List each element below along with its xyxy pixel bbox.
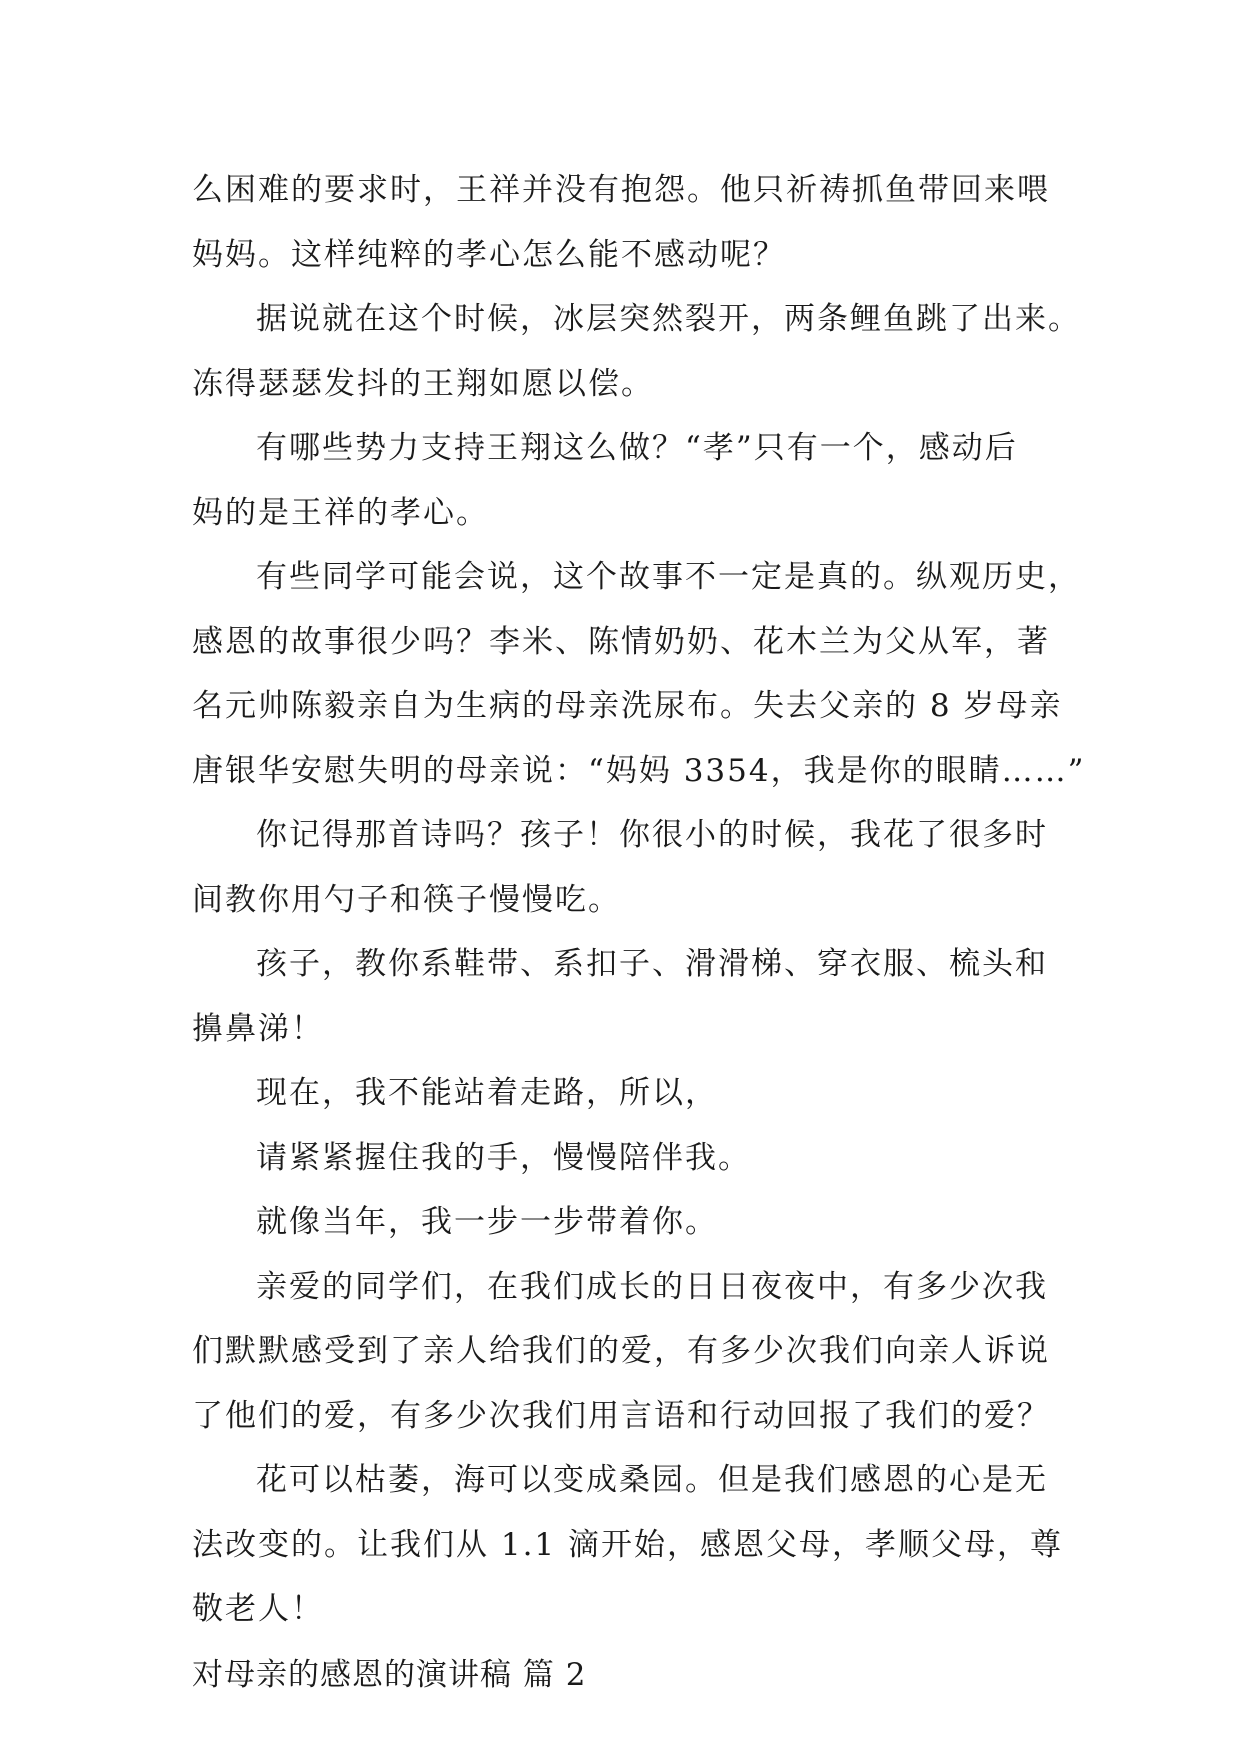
text-line: 冻得瑟瑟发抖的王翔如愿以偿。 [192,365,654,402]
text-line: 感恩的故事很少吗？李米、陈情奶奶、花木兰为父从军，著 [192,623,1050,660]
text-line: 唐银华安慰失明的母亲说：“妈妈 3354，我是你的眼睛……” [192,752,1086,789]
text-line: 间教你用勺子和筷子慢慢吃。 [192,881,621,918]
text-line: 么困难的要求时，王祥并没有抱怨。他只祈祷抓鱼带回来喂 [192,172,1050,208]
text-line: 们默默感受到了亲人给我们的爱，有多少次我们向亲人诉说 [192,1333,1050,1369]
paragraph-start-line: 就像当年，我一步一步带着你。 [256,1204,718,1240]
document-page [192,158,1086,1708]
paragraph-start-line: 花可以枯萎，海可以变成桑园。但是我们感恩的心是无 [256,1462,1048,1498]
section-heading: 对母亲的感恩的演讲稿 篇 2 [192,1656,587,1693]
text-line: 妈的是王祥的孝心。 [192,494,489,531]
text-line: 妈妈。这样纯粹的孝心怎么能不感动呢？ [192,236,786,273]
text-line: 法改变的。让我们从 1.1 滴开始，感恩父母，孝顺父母，尊 [192,1526,1064,1563]
paragraph-start-line: 有哪些势力支持王翔这么做？“孝”只有一个，感动后 [256,430,1018,466]
paragraph-start-line: 亲爱的同学们，在我们成长的日日夜夜中，有多少次我 [256,1268,1048,1305]
text-line: 敬老人！ [192,1591,324,1627]
paragraph-start-line: 现在，我不能站着走路，所以， [256,1075,718,1111]
paragraph-start-line: 据说就在这个时候，冰层突然裂开，两条鲤鱼跳了出来。 [256,301,1081,337]
paragraph-start-line: 有些同学可能会说，这个故事不一定是真的。纵观历史， [256,559,1081,595]
paragraph-start-line: 孩子，教你系鞋带、系扣子、滑滑梯、穿衣服、梳头和 [256,946,1048,982]
text-line: 了他们的爱，有多少次我们用言语和行动回报了我们的爱？ [192,1397,1050,1434]
paragraph-start-line: 你记得那首诗吗？孩子！你很小的时候，我花了很多时 [256,817,1048,853]
text-line: 擤鼻涕！ [192,1010,324,1047]
paragraph-start-line: 请紧紧握住我的手，慢慢陪伴我。 [256,1139,751,1176]
text-line: 名元帅陈毅亲自为生病的母亲洗尿布。失去父亲的 8 岁母亲 [192,688,1063,724]
